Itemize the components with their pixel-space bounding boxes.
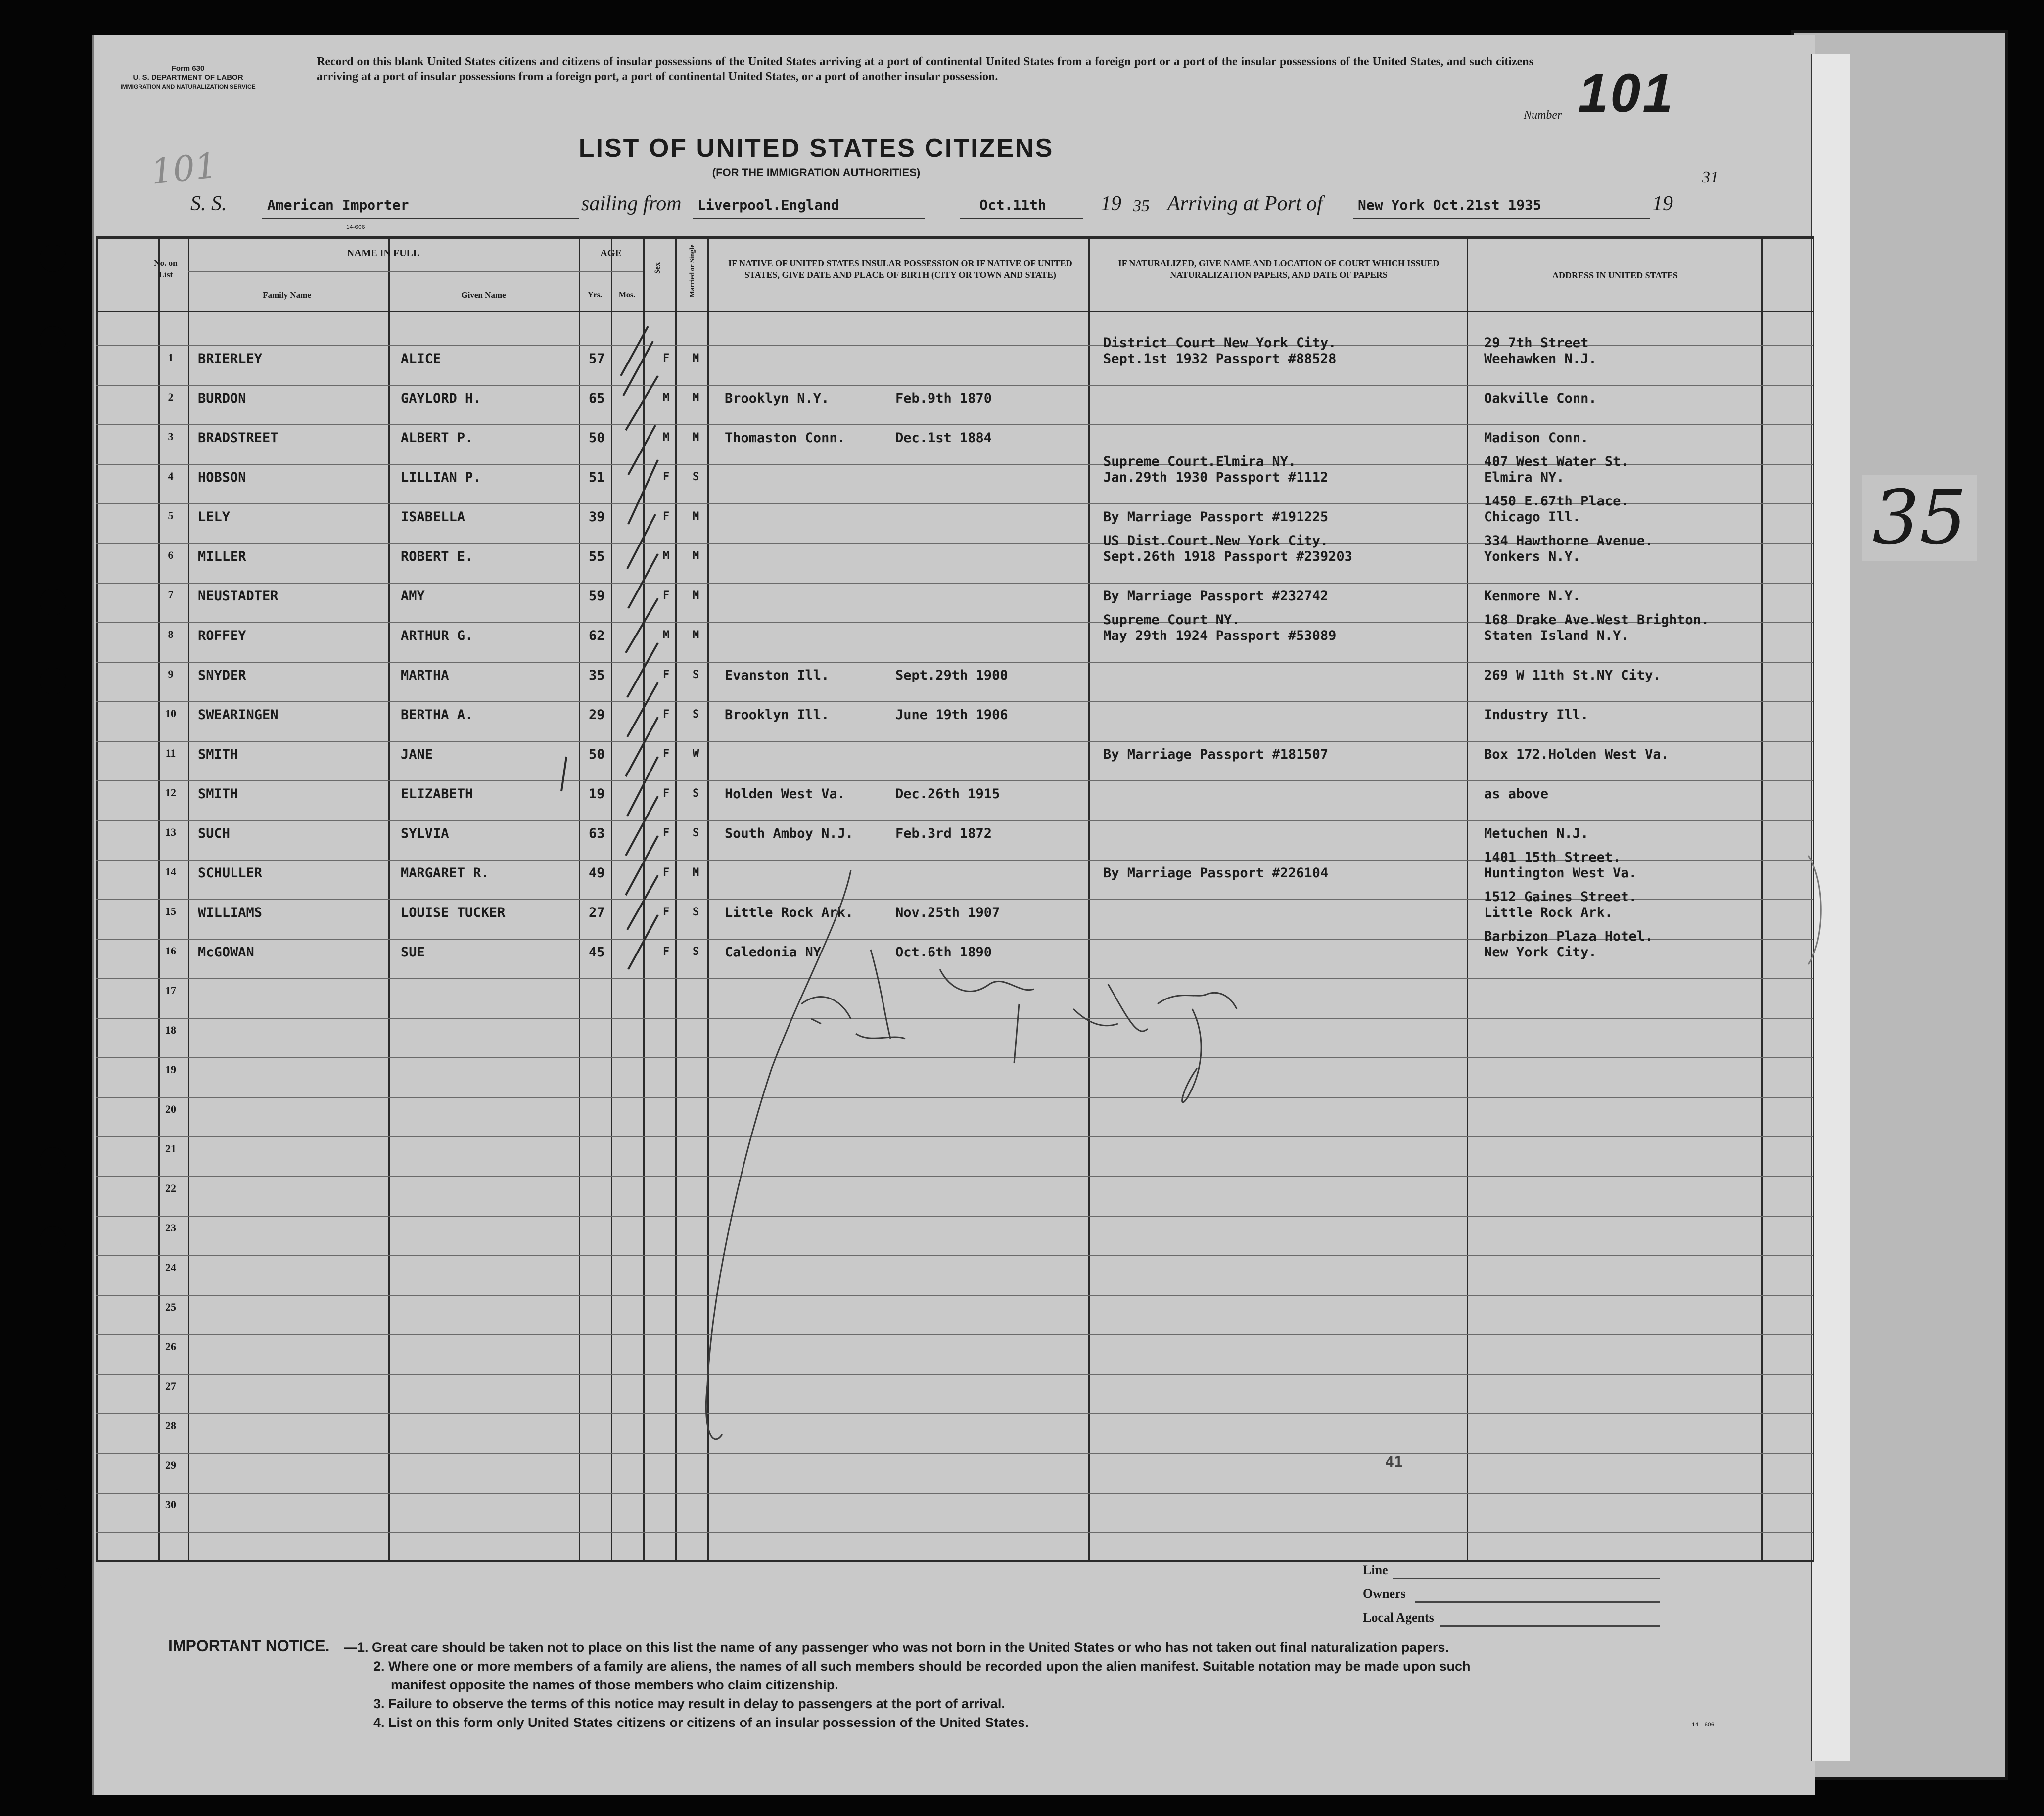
naturalization-details: Sept.1st 1932 Passport #88528 <box>1103 351 1337 366</box>
sex: F <box>663 827 670 839</box>
year2: 19 <box>1652 192 1673 215</box>
age-years: 49 <box>589 865 605 881</box>
given-name: AMY <box>401 589 425 604</box>
age-years: 51 <box>589 470 605 485</box>
stamp-number: 41 <box>1385 1454 1403 1471</box>
row-number: 18 <box>165 1024 176 1036</box>
row-number: 10 <box>165 707 176 720</box>
address-line-2: Madison Conn. <box>1484 430 1589 446</box>
row-number: 20 <box>165 1103 176 1115</box>
family-name: BRADSTREET <box>198 430 279 446</box>
age-years: 39 <box>589 509 605 525</box>
family-name: SMITH <box>198 786 238 802</box>
important-notice-title: IMPORTANT NOTICE. <box>168 1637 330 1655</box>
marital-status: M <box>693 392 699 404</box>
age-years: 59 <box>589 589 605 604</box>
row-number: 17 <box>165 984 176 997</box>
marital-status: S <box>693 669 699 681</box>
sex: F <box>663 352 670 364</box>
row-number: 14 <box>165 865 176 878</box>
page-title: LIST OF UNITED STATES CITIZENS <box>578 134 1054 163</box>
address-line-2: as above <box>1484 786 1549 802</box>
family-name: SUCH <box>198 826 231 841</box>
form-instructions: Record on this blank United States citizens and citizens of insular possessions of the United States arriving at a port of continental United States from a foreign port or a port of the insular possessions of the United States, and such citizens arriving at a port of insular possessions from a foreign port, a port of continental United States, or a port of another insular possession. <box>317 55 1533 83</box>
row-number: 16 <box>165 945 176 957</box>
naturalization-details: May 29th 1924 Passport #53089 <box>1103 628 1337 643</box>
address-line-1: 1450 E.67th Place. <box>1484 494 1629 509</box>
family-name: BRIERLEY <box>198 351 263 366</box>
given-name: MARTHA <box>401 668 449 683</box>
naturalization-details: By Marriage Passport #181507 <box>1103 747 1329 762</box>
naturalization-court: District Court New York City. <box>1103 335 1337 351</box>
notice-item-2: 2. Where one or more members of a family are aliens, the names of all such members should be recorded upon the alien manifest. Suitable notation may be made upon such <box>373 1659 1471 1674</box>
agents-field[interactable] <box>1440 1625 1660 1627</box>
header-given: Given Name <box>461 290 506 300</box>
birth-date: Feb.3rd 1872 <box>895 826 992 841</box>
year-annotation: 31 <box>1702 168 1719 186</box>
row-number: 12 <box>165 786 176 799</box>
row-number: 1 <box>168 351 174 363</box>
age-years: 65 <box>589 391 605 406</box>
address-line-1: 29 7th Street <box>1484 335 1589 351</box>
row-number: 15 <box>165 905 176 917</box>
given-name: LILLIAN P. <box>401 470 481 485</box>
tick-marks <box>561 326 658 969</box>
header-yrs: Yrs. <box>588 291 602 299</box>
age-years: 55 <box>589 549 605 564</box>
list-number: 101 <box>1578 63 1675 124</box>
row-number: 30 <box>165 1498 176 1511</box>
ship-name: American Importer <box>267 197 409 213</box>
margin-note-101: 101 <box>149 145 219 192</box>
marital-status: S <box>693 708 699 721</box>
age-years: 19 <box>589 786 605 802</box>
family-name: ROFFEY <box>198 628 246 643</box>
marital-status: M <box>693 866 699 879</box>
age-years: 50 <box>589 430 605 446</box>
department: U. S. DEPARTMENT OF LABOR <box>133 73 243 82</box>
age-years: 50 <box>589 747 605 762</box>
given-name: MARGARET R. <box>401 865 489 881</box>
sex: F <box>663 866 670 879</box>
address-line-1: 407 West Water St. <box>1484 454 1629 469</box>
row-number: 11 <box>165 747 176 759</box>
print-code: 14-606 <box>346 224 365 230</box>
header-sex: Sex <box>653 262 662 274</box>
address-line-2: Elmira NY. <box>1484 470 1565 485</box>
sex: F <box>663 906 670 918</box>
age-years: 57 <box>589 351 605 366</box>
line-label: Line <box>1363 1563 1388 1577</box>
sex: F <box>663 590 670 602</box>
given-name: LOUISE TUCKER <box>401 905 506 920</box>
address-line-2: Metuchen N.J. <box>1484 826 1589 841</box>
given-name: GAYLORD H. <box>401 391 481 406</box>
birth-place: Caledonia NY <box>725 945 822 960</box>
naturalization-court: Supreme Court NY. <box>1103 612 1240 628</box>
age-years: 27 <box>589 905 605 920</box>
header-married: Married or Single <box>689 244 696 298</box>
marital-status: M <box>693 352 699 364</box>
notice-item-4: 4. List on this form only United States citizens or citizens of an insular possession of the United States. <box>373 1715 1029 1730</box>
given-name: ALICE <box>401 351 441 366</box>
family-name: MILLER <box>198 549 246 564</box>
owners-field[interactable] <box>1415 1601 1660 1603</box>
header-family: Family Name <box>263 290 311 300</box>
given-name: SUE <box>401 945 425 960</box>
address-line-1: Barbizon Plaza Hotel. <box>1484 929 1653 944</box>
family-name: SMITH <box>198 747 238 762</box>
birth-place: Evanston Ill. <box>725 668 830 683</box>
family-name: BURDON <box>198 391 246 406</box>
notice-item-1: —1. Great care should be taken not to place on this list the name of any passenger who was not born in the United States or who has not taken out final naturalization papers. <box>344 1640 1449 1655</box>
address-line-2: Weehawken N.J. <box>1484 351 1597 366</box>
marital-status: M <box>693 629 699 641</box>
given-name: SYLVIA <box>401 826 449 841</box>
birth-date: Oct.6th 1890 <box>895 945 992 960</box>
marital-status: W <box>693 748 699 760</box>
year: 35 <box>1133 197 1150 215</box>
age-years: 45 <box>589 945 605 960</box>
marital-status: S <box>693 946 699 958</box>
signature <box>706 870 1237 1439</box>
address-line-2: New York City. <box>1484 945 1597 960</box>
sex: M <box>663 431 670 444</box>
arrival-port: New York Oct.21st 1935 <box>1358 197 1541 213</box>
row-number: 5 <box>168 509 174 522</box>
page-subtitle: (FOR THE IMMIGRATION AUTHORITIES) <box>712 166 921 179</box>
row-number: 27 <box>165 1380 176 1392</box>
header-naturalized: IF NATURALIZED, GIVE NAME AND LOCATION OF COURT WHICH ISSUED NATURALIZATION PAPERS, AND DATE OF PAPERS <box>1118 258 1440 280</box>
sex: F <box>663 787 670 800</box>
age-years: 29 <box>589 707 605 723</box>
given-name: ELIZABETH <box>401 786 473 802</box>
given-name: BERTHA A. <box>401 707 473 723</box>
address-line-2: Industry Ill. <box>1484 707 1589 723</box>
marital-status: M <box>693 550 699 562</box>
sex: M <box>663 392 670 404</box>
naturalization-details: By Marriage Passport #226104 <box>1103 865 1329 881</box>
sex: M <box>663 550 670 562</box>
sex: F <box>663 669 670 681</box>
row-number: 26 <box>165 1340 176 1353</box>
form-number: Form 630 <box>171 64 205 73</box>
age-years: 62 <box>589 628 605 643</box>
naturalization-details: Sept.26th 1918 Passport #239203 <box>1103 549 1352 564</box>
ss-label: S. S. <box>190 192 227 215</box>
family-name: SCHULLER <box>198 865 263 881</box>
header-mos: Mos. <box>618 291 636 299</box>
row-number: 29 <box>165 1459 176 1471</box>
birth-place: Holden West Va. <box>725 786 845 802</box>
given-name: JANE <box>401 747 433 762</box>
given-name: ALBERT P. <box>401 430 473 446</box>
header-birth: IF NATIVE OF UNITED STATES INSULAR POSSESSION OR IF NATIVE OF UNITED STATES, GIVE DATE AND PLACE OF BIRTH (CITY OR TOWN AND STATE) <box>728 258 1072 280</box>
row-number: 8 <box>168 628 174 640</box>
sailing-label: sailing from <box>581 192 682 215</box>
marital-status: S <box>693 787 699 800</box>
address-line-2: Huntington West Va. <box>1484 865 1637 881</box>
address-line-1: 1401 15th Street. <box>1484 850 1621 865</box>
naturalization-details: By Marriage Passport #191225 <box>1103 509 1329 525</box>
row-number: 3 <box>168 430 174 443</box>
header-name-in-full: NAME IN FULL <box>347 248 420 259</box>
family-name: NEUSTADTER <box>198 589 279 604</box>
age-years: 63 <box>589 826 605 841</box>
row-number: 9 <box>168 668 174 680</box>
naturalization-court: Supreme Court.Elmira NY. <box>1103 454 1297 469</box>
sex: F <box>663 510 670 523</box>
row-number: 2 <box>168 391 174 403</box>
naturalization-details: Jan.29th 1930 Passport #1112 <box>1103 470 1329 485</box>
address-line-2: Yonkers N.Y. <box>1484 549 1581 564</box>
address-line-1: 1512 Gaines Street. <box>1484 889 1637 905</box>
birth-date: Dec.26th 1915 <box>895 786 1000 802</box>
birth-date: Dec.1st 1884 <box>895 430 992 446</box>
birth-place: South Amboy N.J. <box>725 826 854 841</box>
family-name: McGOWAN <box>198 945 254 960</box>
notice-item-3: 3. Failure to observe the terms of this notice may result in delay to passengers at the port of arrival. <box>373 1696 1005 1711</box>
address-line-2: 269 W 11th St.NY City. <box>1484 668 1661 683</box>
header-address: ADDRESS IN UNITED STATES <box>1552 271 1678 280</box>
birth-date: June 19th 1906 <box>895 707 1008 723</box>
naturalization-court: US Dist.Court.New York City. <box>1103 533 1329 548</box>
sex: F <box>663 708 670 721</box>
family-name: LELY <box>198 509 231 525</box>
arriving-label: Arriving at Port of <box>1167 192 1323 215</box>
address-line-2: Little Rock Ark. <box>1484 905 1613 920</box>
marital-status: M <box>693 590 699 602</box>
birth-place: Brooklyn Ill. <box>725 707 830 723</box>
marital-status: S <box>693 827 699 839</box>
number-label: Number <box>1524 109 1562 122</box>
given-name: ISABELLA <box>401 509 465 525</box>
marital-status: S <box>693 471 699 483</box>
age-years: 35 <box>589 668 605 683</box>
address-line-1: 334 Hawthorne Avenue. <box>1484 533 1653 548</box>
year-prefix: 19 <box>1101 192 1121 215</box>
birth-date: Sept.29th 1900 <box>895 668 1008 683</box>
row-number: 24 <box>165 1261 176 1273</box>
notice-item-2-cont: manifest opposite the names of those members who claim citizenship. <box>391 1678 838 1692</box>
footer-code: 14—606 <box>1692 1721 1715 1728</box>
birth-date: Nov.25th 1907 <box>895 905 1000 920</box>
marital-status: M <box>693 431 699 444</box>
row-number: 21 <box>165 1142 176 1155</box>
birth-place: Brooklyn N.Y. <box>725 391 830 406</box>
address-line-2: Staten Island N.Y. <box>1484 628 1629 643</box>
given-name: ARTHUR G. <box>401 628 473 643</box>
birth-date: Feb.9th 1870 <box>895 391 992 406</box>
sex: F <box>663 748 670 760</box>
line-field[interactable] <box>1393 1578 1660 1579</box>
address-line-2: Oakville Conn. <box>1484 391 1597 406</box>
family-name: SNYDER <box>198 668 246 683</box>
row-number: 7 <box>168 589 174 601</box>
sailing-date: Oct.11th <box>979 197 1046 213</box>
row-number: 4 <box>168 470 174 482</box>
given-name: ROBERT E. <box>401 549 473 564</box>
family-name: HOBSON <box>198 470 246 485</box>
row-number: 19 <box>165 1063 176 1076</box>
sex: F <box>663 946 670 958</box>
owners-label: Owners <box>1363 1587 1406 1601</box>
family-name: WILLIAMS <box>198 905 263 920</box>
sex: M <box>663 629 670 641</box>
service: IMMIGRATION AND NATURALIZATION SERVICE <box>120 83 256 90</box>
naturalization-details: By Marriage Passport #232742 <box>1103 589 1329 604</box>
row-number: 6 <box>168 549 174 561</box>
address-line-1: 168 Drake Ave.West Brighton. <box>1484 612 1710 628</box>
row-number: 13 <box>165 826 176 838</box>
header-age: AGE <box>600 248 622 259</box>
birth-place: Thomaston Conn. <box>725 430 845 446</box>
address-line-2: Box 172.Holden West Va. <box>1484 747 1669 762</box>
birth-place: Little Rock Ark. <box>725 905 854 920</box>
family-name: SWEARINGEN <box>198 707 279 723</box>
row-number: 28 <box>165 1419 176 1432</box>
marital-status: S <box>693 906 699 918</box>
address-line-2: Chicago Ill. <box>1484 509 1581 525</box>
marital-status: M <box>693 510 699 523</box>
row-number: 25 <box>165 1301 176 1313</box>
row-number: 22 <box>165 1182 176 1194</box>
header-no: No. on List <box>154 258 178 279</box>
address-line-2: Kenmore N.Y. <box>1484 589 1581 604</box>
margin-note-35: 35 <box>1862 475 1977 561</box>
sex: F <box>663 471 670 483</box>
agents-label: Local Agents <box>1363 1610 1434 1625</box>
sailing-from: Liverpool.England <box>697 197 839 213</box>
row-number: 23 <box>165 1222 176 1234</box>
